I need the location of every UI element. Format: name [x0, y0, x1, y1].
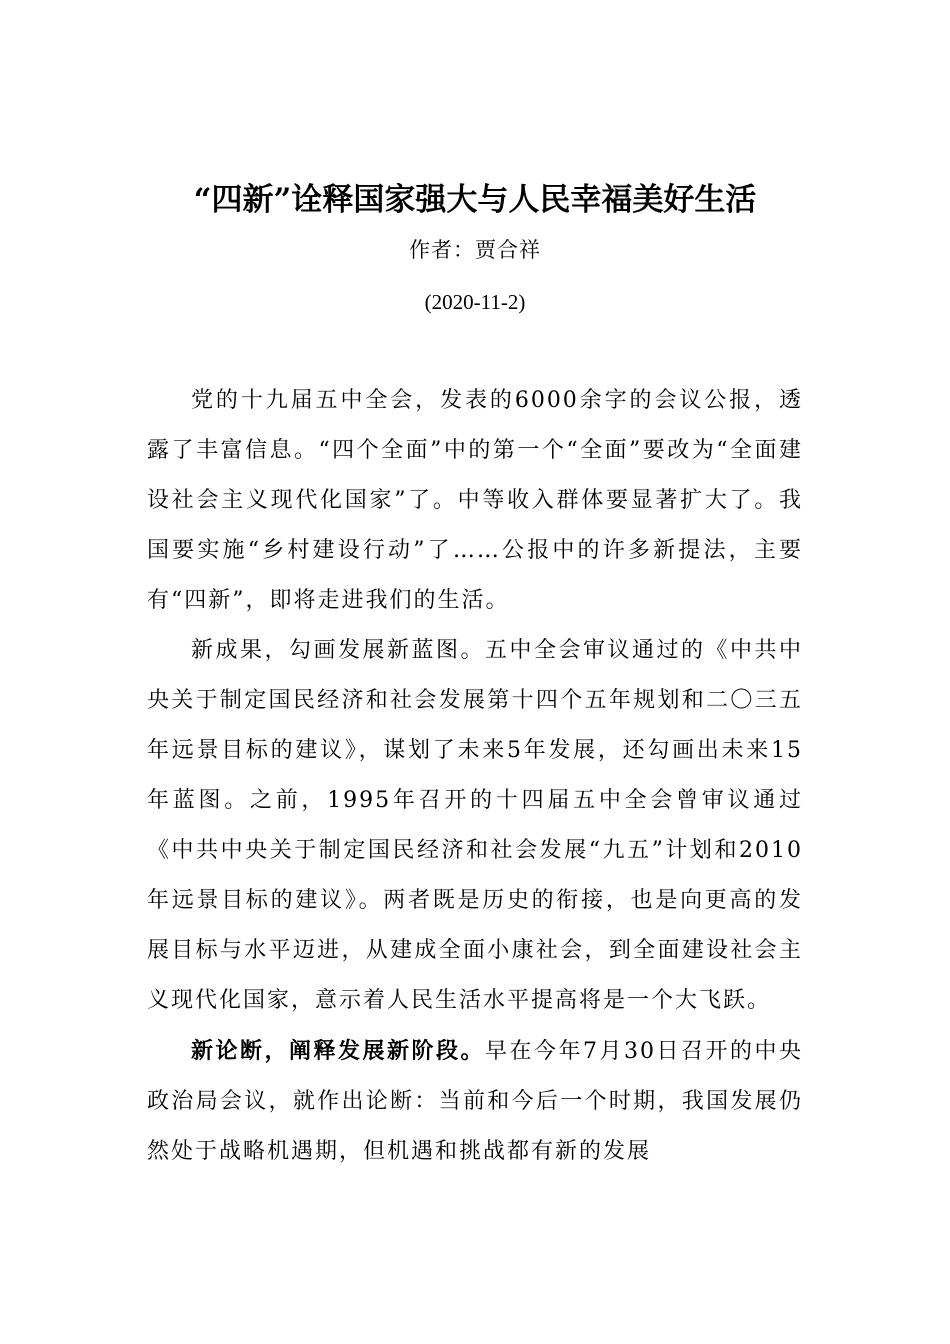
paragraph-3 [147, 1026, 803, 1177]
paragraph-3-lead: 新论断，阐释发展新阶段。 [191, 1038, 485, 1064]
document-title: “四新”诠释国家强大与人民幸福美好生活 [193, 182, 757, 218]
paragraph-1-text: 党的十九届五中全会，发表的6000余字的会议公报，透露了丰富信息。“四个全面”中的第一个“全面”要改为“全面建设社会主义现代化国家”了。中等收入群体要显著扩大了。我国要实施“乡村建设行动”了……公报中的许多新提法，主要有“四新”，即将走进我们的生活。 [147, 388, 803, 613]
paragraph-3-text: 早在今年7月30日召开的中央政治局会议，就作出论断：当前和今后一个时期，我国发展仍然处于战略机遇期，但机遇和挑战都有新的发展 [147, 1039, 803, 1164]
paragraph-1 [147, 376, 803, 626]
document-body [147, 376, 803, 1177]
document-date: (2020-11-2) [424, 290, 526, 314]
paragraph-2-text: 新成果，勾画发展新蓝图。五中全会审议通过的《中共中央关于制定国民经济和社会发展第十四个五年规划和二〇三五年远景目标的建议》，谋划了未来5年发展，还勾画出未来15年蓝图。之前，1995年召开的十四届五中全会曾审议通过《中共中央关于制定国民经济和社会发展“九五”计划和2010年远景目标的建议》。两者既是历史的衔接，也是向更高的发展目标与水平迈进，从建成全面小康社会，到全面建设社会主义现代化国家，意示着人民生活水平提高将是一个大飞跃。 [147, 638, 803, 1013]
document-author: 作者：贾合祥 [409, 238, 541, 262]
paragraph-2 [147, 626, 803, 1026]
